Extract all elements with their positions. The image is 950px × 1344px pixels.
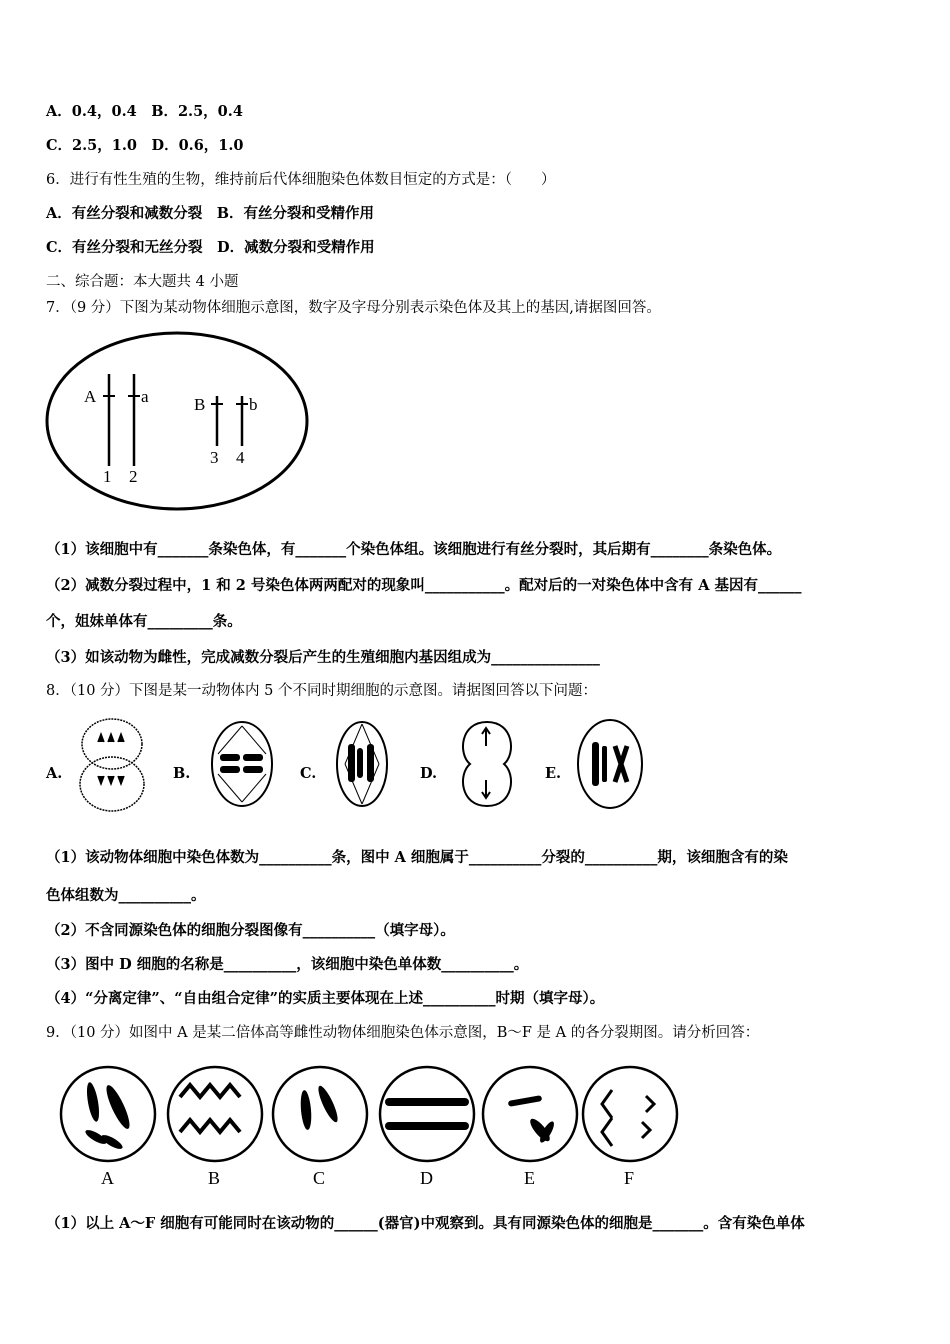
q8-cell-A bbox=[80, 719, 144, 811]
q5-options-row1: A．0.4，0.4 B．2.5，0.4 bbox=[46, 103, 243, 120]
q8-label-D: D. bbox=[420, 765, 438, 782]
q8-cell-E bbox=[578, 720, 642, 808]
q8-cell-C bbox=[337, 722, 387, 806]
q9-cell-F bbox=[583, 1067, 677, 1161]
q8-stem: 8．（10 分）下图是某一动物体内 5 个不同时期细胞的示意图。请据图回答以下问题： bbox=[46, 683, 597, 699]
q8-cell-D bbox=[463, 722, 511, 806]
q9-cell-C bbox=[273, 1067, 367, 1161]
q6-stem: 6．进行有性生殖的生物，维持前后代体细胞染色体数目恒定的方式是：（ ） bbox=[46, 172, 556, 188]
q8-cell-figures bbox=[0, 712, 950, 822]
chromosome-3-label: 3 bbox=[210, 448, 219, 467]
chromosome-2-label: 2 bbox=[129, 467, 138, 486]
q9-label-E: E bbox=[524, 1168, 535, 1188]
chromosome-1-label: 1 bbox=[103, 467, 112, 486]
q7-part1: （1）该细胞中有_______条染色体，有_______个染色体组。该细胞进行有丝分裂时，其后期有________条染色体。 bbox=[46, 541, 782, 558]
q9-label-D: D bbox=[420, 1168, 433, 1188]
q7-part3: （3）如该动物为雌性，完成减数分裂后产生的生殖细胞内基因组成为_______________ bbox=[46, 649, 600, 666]
q8-label-B: B. bbox=[173, 765, 191, 782]
section-title: 二、综合题：本大题共 4 小题 bbox=[46, 274, 239, 290]
gene-A-label: A bbox=[84, 387, 97, 406]
q7-part2-line2: 个，姐妹单体有_________条。 bbox=[46, 613, 242, 630]
q8-part2: （2）不含同源染色体的细胞分裂图像有__________（填字母）。 bbox=[46, 922, 455, 939]
q8-cell-B bbox=[212, 722, 272, 806]
q9-cell-D bbox=[380, 1067, 474, 1161]
chromosome-4-label: 4 bbox=[236, 448, 245, 467]
q9-label-F: F bbox=[624, 1168, 635, 1188]
q8-label-A: A. bbox=[46, 765, 63, 782]
q9-stem: 9．（10 分）如图中 A 是某二倍体高等雌性动物体细胞染色体示意图，B～F 是 A 的各分裂期图。请分析回答： bbox=[46, 1025, 760, 1041]
q6-options-row1: A．有丝分裂和减数分裂 B．有丝分裂和受精作用 bbox=[46, 205, 375, 222]
q8-part1-line1: （1）该动物体细胞中染色体数为__________条，图中 A 细胞属于__________分裂的__________期，该细胞含有的染 bbox=[46, 849, 788, 866]
q9-cell-B bbox=[168, 1067, 262, 1161]
q9-cell-A bbox=[61, 1067, 155, 1161]
q7-cell-figure bbox=[44, 326, 312, 516]
q9-label-C: C bbox=[313, 1168, 326, 1188]
q8-label-C: C. bbox=[300, 765, 317, 782]
q7-stem: 7．（9 分）下图为某动物体细胞示意图，数字及字母分别表示染色体及其上的基因,请据图回答。 bbox=[46, 300, 661, 316]
q8-label-E: E. bbox=[545, 765, 562, 782]
q9-label-B: B bbox=[208, 1168, 221, 1188]
q7-part2-line1: （2）减数分裂过程中，1 和 2 号染色体两两配对的现象叫___________。配对后的一对染色体中含有 A 基因有______ bbox=[46, 577, 802, 594]
gene-a-label: a bbox=[141, 387, 149, 406]
gene-b-label: b bbox=[249, 395, 258, 414]
q9-part1: （1）以上 A～F 细胞有可能同时在该动物的______(器官)中观察到。具有同源染色体的细胞是_______。含有染色单体 bbox=[46, 1215, 805, 1232]
q8-part3: （3）图中 D 细胞的名称是__________，该细胞中染色单体数__________。 bbox=[46, 956, 529, 973]
q9-cell-figures bbox=[0, 1062, 950, 1194]
q9-cell-E bbox=[483, 1067, 577, 1161]
q5-options-row2: C．2.5，1.0 D．0.6，1.0 bbox=[46, 137, 244, 154]
q9-label-A: A bbox=[101, 1168, 114, 1188]
q8-part4: （4）“分离定律”、“自由组合定律”的实质主要体现在上述__________时期（填字母）。 bbox=[46, 990, 605, 1007]
q6-options-row2: C．有丝分裂和无丝分裂 D．减数分裂和受精作用 bbox=[46, 239, 375, 256]
q8-part1-line2: 色体组数为__________。 bbox=[46, 887, 206, 904]
gene-B-label: B bbox=[194, 395, 206, 414]
